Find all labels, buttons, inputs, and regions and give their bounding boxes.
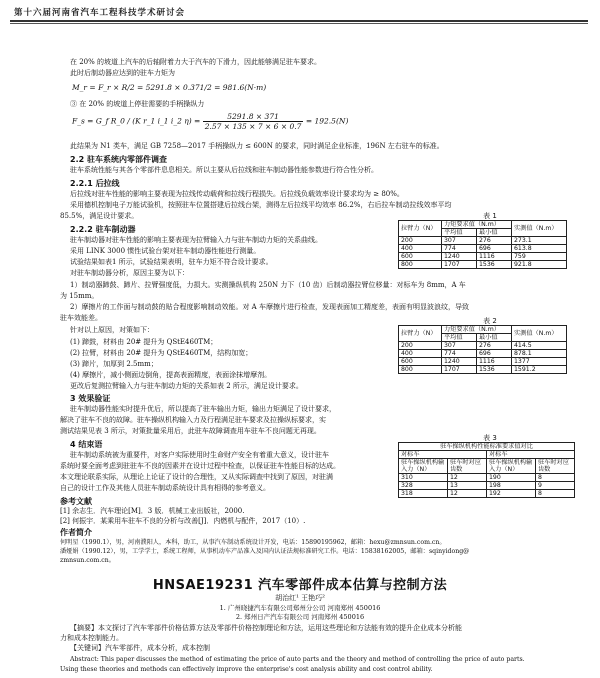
table-cell: 613.8 <box>512 245 567 253</box>
abstract-en: Using these theories and methods can effectively improve the enterprise's cost analysis ability and cost control ability. <box>60 666 433 673</box>
table-cell: 12 <box>448 490 487 498</box>
table-row <box>399 237 567 245</box>
table-3 <box>398 442 575 498</box>
table-cell: 1116 <box>477 358 512 366</box>
body-line: 更改后复测拉臂输入力与驻车制动力矩的关系如表 2 所示，满足设计要求。 <box>70 382 303 390</box>
table-row <box>399 358 567 366</box>
table-cell: 9 <box>536 482 575 490</box>
table-row <box>399 366 567 374</box>
paper-title: HNSAE19231 汽车零部件成本估算与控制方法 <box>152 578 448 593</box>
table-3-caption: 表 3 <box>483 434 497 442</box>
table-cell: 1536 <box>477 261 512 269</box>
table-cell: 1377 <box>512 358 567 366</box>
table-header: 拉臂力（N） <box>399 326 442 342</box>
table-cell: 400 <box>399 245 442 253</box>
paper-affiliation: 2. 郑州日产汽车有限公司 河南郑州 450016 <box>235 613 365 621</box>
body-line: 试验结果如表1 所示，试验结果表明，驻车力矩不符合设计要求。 <box>70 258 273 266</box>
body-line: 测试结果见表 3 所示，对策批量采用后，此驻车故障调查用车驻车不良问题无再现。 <box>60 427 321 435</box>
table-cell: 8 <box>536 490 575 498</box>
body-line: 驻车制动器对驻车性能的影响主要表现为拉臂输入力与驻车制动力矩的关系曲线。 <box>70 236 322 244</box>
table-header: 力矩要求值（N.m） <box>442 221 512 229</box>
table-row <box>399 482 575 490</box>
abstract-cn: 【摘要】本文探讨了汽车零部件价格估算方法及零部件价格控制理论和方法，运用这些理论和方法能有效的提升企业成本分析能 <box>70 624 462 632</box>
paper-authors: 胡治红¹ 王艳巧² <box>275 594 325 602</box>
table-cell: 774 <box>442 245 477 253</box>
table-cell: 600 <box>399 253 442 261</box>
table-row <box>399 474 575 482</box>
body-line: 此时后制动器应达到的驻车力矩为 <box>70 69 175 77</box>
table-cell: 696 <box>477 245 512 253</box>
equation-2: F_s = G_f R_0 / (K r_1 i_1 i_2 η) = $\frac{5291.8 \times 371}{2.57 \times 135 \times 7 \times 6 \times 0.7}$ = 192.5(N) <box>72 112 349 131</box>
table-cell: 696 <box>477 350 512 358</box>
table-cell: 12 <box>448 474 487 482</box>
list-item: (3) 蹄片，加厚到 2.5mm； <box>70 360 158 368</box>
references-title: 参考文献 <box>60 497 92 506</box>
table-subheader: 平均值 <box>442 229 477 237</box>
table-header: 驻车时对应齿数 <box>448 459 487 474</box>
body-line: 自己的设计工作及其他人员驻车制动系统设计具有相得的参考意义。 <box>60 484 270 492</box>
table-cell: 198 <box>487 482 536 490</box>
table-header: 实测值（N.m） <box>512 221 567 237</box>
table-row <box>399 342 567 350</box>
body-line: 本文理论联系实际，从理论上论证了设计的合理性，又从实际调查中找到了原因，对驻满 <box>60 473 333 481</box>
list-item: (1) 蹄鼓，材料由 20# 提升为 QStE460TM； <box>70 338 218 346</box>
body-line: 85.5%，满足设计要求。 <box>60 212 139 220</box>
section-2-2-2: 2.2.2 驻车制动器 <box>70 225 136 234</box>
body-line: 采用 LINK 3000 惯性试验台架对驻车制动器性能进行测量。 <box>70 247 261 255</box>
table-cell: 1240 <box>442 358 477 366</box>
body-line: 为 15mm。 <box>60 292 99 300</box>
table-cell: 328 <box>399 482 448 490</box>
body-line: 驻车制动器性能实时提升优后，所以提高了驻车输出力矩，输出力矩满足了设计要求， <box>70 405 336 413</box>
table-group-header: 对标车 <box>399 451 487 459</box>
table-cell: 307 <box>442 342 477 350</box>
body-line: 在 20% 的坡道上汽车的后轴附着力大于汽车的下滑力，因此能够满足驻车要求。 <box>70 58 322 66</box>
table-group-header: 对标车 <box>487 451 575 459</box>
body-line: 驻车系统性能与其各个零部件息息相关。所以主要从后拉线和驻车制动器性能参数进行符合性分析。 <box>70 166 378 174</box>
table-1 <box>398 220 567 269</box>
author-bio: zmnsun.com.cn。 <box>60 557 115 564</box>
equation-1: M_r = F_r × R/2 = 5291.8 × 0.371/2 = 981.6(N·m) <box>72 83 267 92</box>
body-line: 对驻车制动器分析，原因主要为以下： <box>70 269 189 277</box>
table-cell: 1536 <box>477 366 512 374</box>
table-header: 驻车操纵机构输入力（N） <box>487 459 536 474</box>
table-cell: 774 <box>442 350 477 358</box>
table-cell: 1116 <box>477 253 512 261</box>
reference-item: [2] 何振宇．某乘用车驻车不良的分析与改善[J]．内燃机与配件，2017（10）. <box>60 517 306 525</box>
table-header: 驻车操纵机构输入力（N） <box>399 459 448 474</box>
body-line: 采用德机控制电子万能试验机，按照驻车位置搭建后拉线台架，测得左后拉线平均效率 86.2%，右后拉车制动拉线效率平均 <box>70 201 452 209</box>
table-row <box>399 253 567 261</box>
table-cell: 13 <box>448 482 487 490</box>
section-2-2: 2.2 驻车系统内零部件调查 <box>70 155 167 164</box>
table-header: 力矩要求值（N.m） <box>442 326 512 334</box>
section-3: 3 效果验证 <box>70 394 111 403</box>
keywords-cn: 【关键词】汽车零部件，成本分析，成本控制 <box>70 644 210 652</box>
abstract-cn: 力和成本控制能力。 <box>60 634 123 642</box>
table-cell: 800 <box>399 366 442 374</box>
table-cell: 400 <box>399 350 442 358</box>
section-2-2-1: 2.2.1 后拉线 <box>70 179 120 188</box>
table-cell: 318 <box>399 490 448 498</box>
table-cell: 200 <box>399 342 442 350</box>
table-cell: 276 <box>477 342 512 350</box>
body-line: 解决了驻车不良的故障。驻车操纵机构输入力及行程满足驻车要求及拉操纵标要求，实 <box>60 416 326 424</box>
section-4: 4 结束语 <box>70 440 103 449</box>
table-cell: 200 <box>399 237 442 245</box>
table-cell: 8 <box>536 474 575 482</box>
body-line: 驻车制动系统被为重要件，对客户实际使用时生命财产安全有着重大意义，设计驻车 <box>70 451 329 459</box>
body-line: 此结果为 N1 类车，满足 GB 7258—2017 手柄操纵力 ≤ 600N 的要求，同时满足企业标准，196N 左右驻车的标准。 <box>70 142 444 150</box>
table-1-caption: 表 1 <box>483 212 497 220</box>
table-cell: 190 <box>487 474 536 482</box>
reference-item: [1] 余志生．汽车理论[M]．3 版．机械工业出版社，2000. <box>60 507 245 515</box>
table-cell: 1591.2 <box>512 366 567 374</box>
body-line: 针对以上原因，对策如下： <box>70 326 154 334</box>
paper-affiliation: 1. 广州晓捷汽车有限公司郑州分公司 河南郑州 450016 <box>219 604 381 612</box>
author-bio: 潘娅娟（1990.12），男，工学学士，系统工程师，从事机动车产品准入及国内认证法规标准研究工作。电话：15838162005，邮箱：sqinyidong@ <box>60 548 470 555</box>
table-header: 驻车时对应齿数 <box>536 459 575 474</box>
table-cell: 878.1 <box>512 350 567 358</box>
table-cell: 1707 <box>442 261 477 269</box>
author-intro-title: 作者简介 <box>60 528 92 537</box>
table-row <box>399 350 567 358</box>
table-subheader: 平均值 <box>442 334 477 342</box>
table-row <box>399 261 567 269</box>
table-cell: 276 <box>477 237 512 245</box>
table-header: 拉臂力（N） <box>399 221 442 237</box>
table-cell: 800 <box>399 261 442 269</box>
list-item: (2) 拉臂，材料由 20# 提升为 QStE460TM，结构加宽； <box>70 349 253 357</box>
table-title: 驻车操纵机构性能标准要求值对比 <box>399 443 575 451</box>
table-header: 实测值（N.m） <box>512 326 567 342</box>
table-cell: 307 <box>442 237 477 245</box>
table-cell: 759 <box>512 253 567 261</box>
body-line: 驻车效能差。 <box>60 314 102 322</box>
page-header: 第十六届河南省汽车工程科技学术研讨会 <box>14 8 186 18</box>
table-subheader: 最小值 <box>477 334 512 342</box>
table-2-caption: 表 2 <box>483 317 497 325</box>
body-line: 1）制动器蹄鼓、蹄片、拉臂强度低，力损大。实测操纵机构 250N 力下（10 齿）后制动器拉臂位移量：对标车为 8mm，A 车 <box>70 281 466 289</box>
author-bio: 何明星（1990.1），男，河南濮阳人，本科，助工，从事汽车制动系统设计开发，电话：15890195962，邮箱：hexu@zmnsun.com.cn。 <box>60 539 446 546</box>
table-2 <box>398 325 567 374</box>
body-line: 系统时要全面考虑到驻驻车不良的因素并在设计过程中检查，以保证驻车性能目标的达成。 <box>60 462 340 470</box>
table-row <box>399 490 575 498</box>
table-cell: 921.8 <box>512 261 567 269</box>
table-cell: 273.1 <box>512 237 567 245</box>
item-3: ③ 在 20% 的坡道上停驻需要的手柄操纵力 <box>70 100 205 108</box>
table-cell: 1240 <box>442 253 477 261</box>
body-line: 2）摩擦片的工作面与制动鼓的贴合程度影响制动效能。对 A 车摩擦片进行检查，发现表面加工精度差，表面有明显波浪纹，导致 <box>70 303 469 311</box>
table-cell: 600 <box>399 358 442 366</box>
table-cell: 414.5 <box>512 342 567 350</box>
abstract-en: Abstract: This paper discusses the method of estimating the price of auto parts and the theory and method of controlling the price of auto parts. <box>70 656 525 663</box>
body-line: 后拉线对驻车性能的影响主要表现为拉线传动载荷和拉线行程损失。后拉线负载效率设计要求均为 ≥ 80%。 <box>70 190 404 198</box>
table-cell: 1707 <box>442 366 477 374</box>
table-row <box>399 245 567 253</box>
header-rule-thin <box>10 23 588 24</box>
list-item: (4) 摩擦片，减小侧面边倒角，提高表面精度，表面涂抹增摩剂。 <box>70 371 272 379</box>
table-cell: 192 <box>487 490 536 498</box>
table-cell: 310 <box>399 474 448 482</box>
header-rule <box>10 20 588 22</box>
table-subheader: 最小值 <box>477 229 512 237</box>
